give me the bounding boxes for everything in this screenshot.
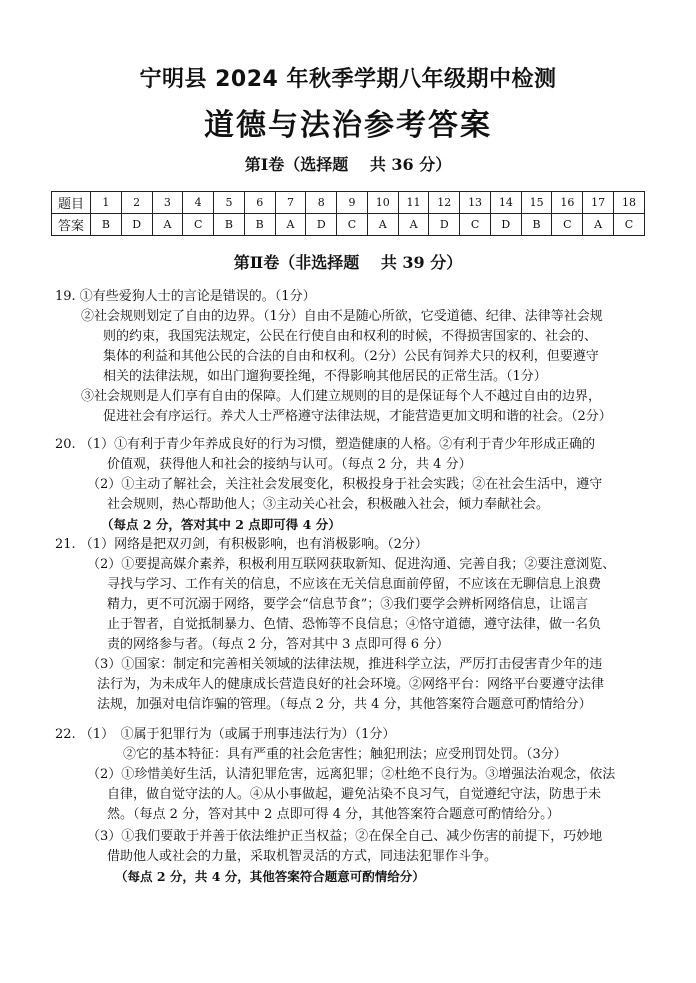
question-number: 7 [275, 192, 306, 214]
exam-title: 宁明县 2024 年秋季学期八年级期中检测 [139, 67, 557, 92]
q20-line: 价值观，获得他人和社会的接纳与认可。（每点 2 分，共 4 分） [107, 457, 472, 472]
part2-heading: 第Ⅱ卷（非选择题 共 39 分） [233, 253, 463, 272]
answer-letter: A [152, 214, 183, 236]
q22-line: （2）①珍惜美好生活，认清犯罪危害，远离犯罪；②杜绝不良行为。③增强法治观念，依法 [87, 767, 616, 782]
answer-letter: C [183, 214, 214, 236]
answer-letter: C [337, 214, 368, 236]
q22-line: （3）①我们要敢于并善于依法维护正当权益；②在保全自己、减少伤害的前提下，巧妙地 [87, 829, 603, 844]
q20-scoring-note: （每点 2 分，答对其中 2 点即可得 4 分） [101, 517, 341, 532]
question-number: 4 [183, 192, 214, 214]
question-number: 11 [398, 192, 429, 214]
q19-line: 则的约束，我国宪法规定，公民在行使自由和权利的时候，不得损害国家的、社会的、 [103, 329, 598, 344]
q21-line: 21. （1）网络是把双刃剑，有积极影响，也有消极影响。（2分） [55, 537, 428, 552]
q20-line: （2）①主动了解社会，关注社会发展变化，积极投身于社会实践；②在社会生活中，遵守 [87, 477, 603, 492]
question-number: 17 [583, 192, 614, 214]
part1-heading: 第Ⅰ卷（选择题 共 36 分） [244, 155, 452, 174]
answer-letter: D [490, 214, 521, 236]
row-label-question: 题目 [52, 192, 91, 214]
q19-line: ③社会规则是人们享有自由的保障。人们建立规则的目的是保证每个人不越过自由的边界， [81, 389, 602, 404]
question-number: 1 [91, 192, 122, 214]
question-number: 16 [552, 192, 583, 214]
question-number: 8 [306, 192, 337, 214]
answer-letter: D [429, 214, 460, 236]
q22-line: ②它的基本特征：具有严重的社会危害性；触犯刑法；应受刑罚处罚。（3分） [123, 747, 567, 762]
question-number: 9 [337, 192, 368, 214]
answer-letter: C [614, 214, 645, 236]
answer-letter: B [91, 214, 122, 236]
question-number: 14 [490, 192, 521, 214]
q22-line: 22. （1） ①属于犯罪行为（或属于刑事违法行为）（1分） [55, 727, 396, 742]
q19-line: 集体的利益和其他公民的合法的自由和权利。（2分）公民有饲养犬只的权利，但要遵守 [103, 349, 599, 364]
q21-line: 法规，加强对电信诈骗的管理。（每点 2 分，共 4 分，其他答案符合题意可酌情给分） [97, 697, 592, 712]
question-number: 6 [244, 192, 275, 214]
answer-letter: A [367, 214, 398, 236]
q20-line: 社会规则，热心帮助他人；③主动关心社会，积极融入社会，倾力奉献社会。 [107, 497, 550, 512]
q19-line: 19. ①有些爱狗人士的言论是错误的。（1分） [55, 289, 316, 304]
answer-letter: B [214, 214, 245, 236]
question-number: 12 [429, 192, 460, 214]
q22-line: 然。（每点 2 分，答对其中 2 点即可得 4 分，其他答案符合题意可酌情给分。） [107, 807, 560, 822]
q22-scoring-note: （每点 2 分，共 4 分，其他答案符合题意可酌情给分） [115, 869, 425, 884]
answer-letter: C [460, 214, 491, 236]
q19-line: ②社会规则划定了自由的边界。（1分）自由不是随心所欲，它受道德、纪律、法律等社会规 [81, 309, 603, 324]
answer-letter: A [398, 214, 429, 236]
q21-line: （2）①要提高媒介素养，积极利用互联网获取新知、促进沟通、完善自我；②要注意浏览、 [87, 557, 616, 572]
answer-letter: B [521, 214, 552, 236]
question-number: 3 [152, 192, 183, 214]
question-number: 18 [614, 192, 645, 214]
q21-line: （3）①国家：制定和完善相关领域的法律法规，推进科学立法，严厉打击侵害青少年的违 [87, 657, 603, 672]
question-number: 10 [367, 192, 398, 214]
question-number: 5 [214, 192, 245, 214]
question-number: 15 [521, 192, 552, 214]
q20-line: 20. （1）①有利于青少年养成良好的行为习惯，塑造健康的人格。②有利于青少年形成正确的 [55, 437, 596, 452]
question-number: 2 [121, 192, 152, 214]
q21-line: 寻找与学习、工作有关的信息，不应该在无关信息面前停留，不应该在无聊信息上浪费 [107, 577, 602, 592]
q21-line: 止于智者，自觉抵制暴力、色情、恐怖等不良信息；④恪守道德，遵守法律，做一名负 [107, 617, 602, 632]
answer-letter: A [583, 214, 614, 236]
answer-row [52, 214, 645, 236]
answer-letter: D [306, 214, 337, 236]
q19-line: 促进社会有序运行。养犬人士严格遵守法律法规，才能营造更加文明和谐的社会。（2分） [103, 409, 612, 424]
q21-line: 责的网络参与者。（每点 2 分，答对其中 3 点即可得 6 分） [107, 637, 450, 652]
answer-letter: C [552, 214, 583, 236]
question-number-row [52, 192, 645, 214]
q21-line: 法行为，为未成年人的健康成长营造良好的社会环境。②网络平台：网络平台要遵守法律 [97, 677, 605, 692]
q21-line: 精力，更不可沉溺于网络，要学会“信息节食”；③我们要学会辨析网络信息，让谣言 [107, 597, 589, 612]
question-number: 13 [460, 192, 491, 214]
q22-line: 自律，做自觉守法的人。④从小事做起，避免沾染不良习气，自觉遵纪守法，防患于未 [107, 787, 602, 802]
row-label-answer: 答案 [52, 214, 91, 236]
answer-letter: A [275, 214, 306, 236]
choice-answer-table [51, 191, 645, 236]
q19-line: 相关的法律法规，如出门遛狗要拴绳，不得影响其他居民的正常生活。（1分） [103, 369, 547, 384]
answer-letter: B [244, 214, 275, 236]
answer-key-title: 道德与法治参考答案 [204, 108, 492, 143]
answer-letter: D [121, 214, 152, 236]
q22-line: 借助他人或社会的力量，采取机智灵活的方式，同违法犯罪作斗争。 [107, 849, 498, 864]
